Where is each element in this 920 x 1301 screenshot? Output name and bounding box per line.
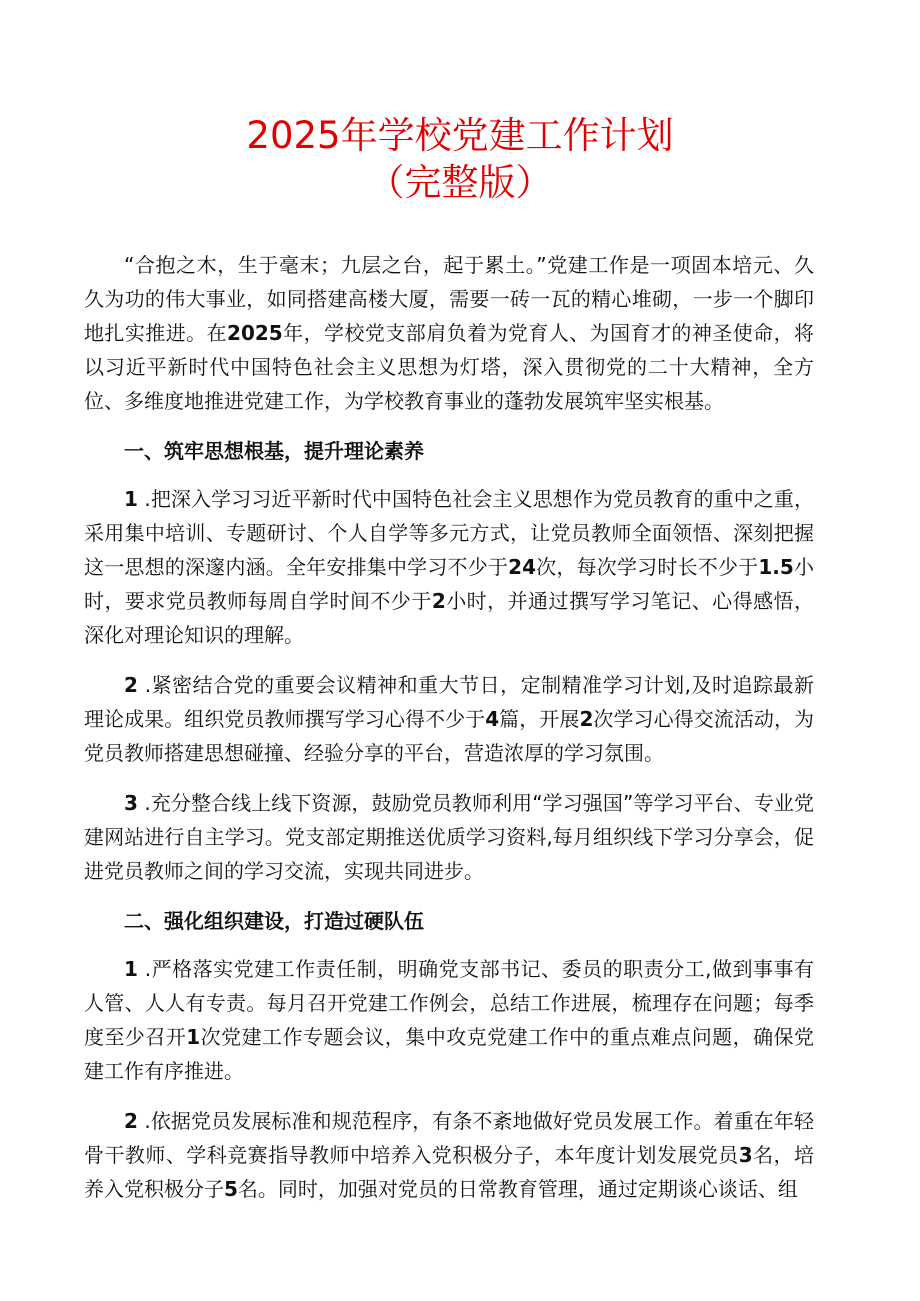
item-number: 2 <box>124 673 138 697</box>
item-figure: 2 <box>431 589 446 613</box>
intro-text-2: 年，学校党支部肩负着为党育人、为国育才的神圣使命，将以习近平新时代中国特色社会主义思想为灯塔，深入贯彻党的二十大精神，全方位、多维度地推进党建工作，为学校教育事业的蓬勃发展筑牢坚实根基。 <box>84 321 815 413</box>
item-text: 次，每次学习时长不少于 <box>536 555 759 579</box>
title-line-2: （完整版） <box>367 161 553 204</box>
section-1-item-3 <box>84 786 814 888</box>
section-1-heading: 一、筑牢思想根基，提升理论素养 <box>124 439 424 463</box>
item-text: 名，培养入党积极分子 <box>84 1143 815 1201</box>
item-figure: 4 <box>485 707 500 731</box>
item-text: .充分整合线上线下资源，鼓励党员教师利用“学习强国”等学习平台、专业党建网站进行自主学习。党支部定期推送优质学习资料,每月组织线下学习分享会，促进党员教师之间的学习交流，实现共同进步。 <box>84 791 814 883</box>
intro-paragraph <box>84 248 814 418</box>
section-2-item-2 <box>84 1104 814 1206</box>
item-number: 2 <box>124 1109 138 1133</box>
item-number: 3 <box>124 791 138 815</box>
item-figure: 3 <box>738 1143 753 1167</box>
section-2-item-1 <box>84 952 814 1088</box>
item-number: 1 <box>124 487 138 511</box>
item-text: .严格落实党建工作责任制，明确党支部书记、委员的职责分工,做到事事有人管、人人有专责。每月召开党建工作例会，总结工作进展，梳理存在问题；每季度至少召开 <box>84 957 814 1049</box>
intro-year: 2025 <box>227 321 283 345</box>
item-number: 1 <box>124 957 138 981</box>
section-1-item-2 <box>84 668 814 770</box>
item-text: 篇，开展 <box>499 707 580 731</box>
item-text: .把深入学习习近平新时代中国特色社会主义思想作为党员教育的重中之重，采用集中培训、专题研讨、个人自学等多元方式，让党员教师全面领悟、深刻把握这一思想的深邃内涵。全年安排集中学习不少于 <box>84 487 814 579</box>
intro-text-1: “合抱之木，生于毫末；九层之台，起于累土。”党建工作是一项固本培元、久久为功的伟大事业，如同搭建高楼大厦，需要一砖一瓦的精心堆砌，一步一个脚印地扎实推进。在 <box>84 253 814 345</box>
section-2-heading: 二、强化组织建设，打造过硬队伍 <box>124 909 424 933</box>
item-figure: 2 <box>579 707 594 731</box>
item-text: 次党建工作专题会议，集中攻克党建工作中的重点难点问题，确保党建工作有序推进。 <box>84 1025 814 1083</box>
item-text: 小时，要求党员教师每周自学时间不少于 <box>84 555 815 613</box>
document-title <box>0 112 920 206</box>
item-text: 次学习心得交流活动，为党员教师搭建思想碰撞、经验分享的平台，营造浓厚的学习氛围。 <box>84 707 815 765</box>
item-figure: 1 <box>186 1025 201 1049</box>
item-text: 小时，并通过撰写学习笔记、心得感悟，深化对理论知识的理解。 <box>84 589 815 647</box>
item-text: .紧密结合党的重要会议精神和重大节日，定制精准学习计划,及时追踪最新理论成果。组织党员教师撰写学习心得不少于 <box>84 673 814 731</box>
item-figure: 5 <box>224 1177 238 1201</box>
title-line-1: 2025年学校党建工作计划 <box>246 114 674 157</box>
item-figure: 1.5 <box>758 555 794 579</box>
document-body <box>84 248 814 1222</box>
item-text: 名。同时，加强对党员的日常教育管理，通过定期谈心谈话、组 <box>237 1177 798 1201</box>
item-text: .依据党员发展标准和规范程序，有条不紊地做好党员发展工作。着重在年轻骨干教师、学科竞赛指导教师中培养入党积极分子，本年度计划发展党员 <box>84 1109 814 1167</box>
item-figure: 24 <box>508 555 536 579</box>
section-1-item-1 <box>84 482 814 652</box>
